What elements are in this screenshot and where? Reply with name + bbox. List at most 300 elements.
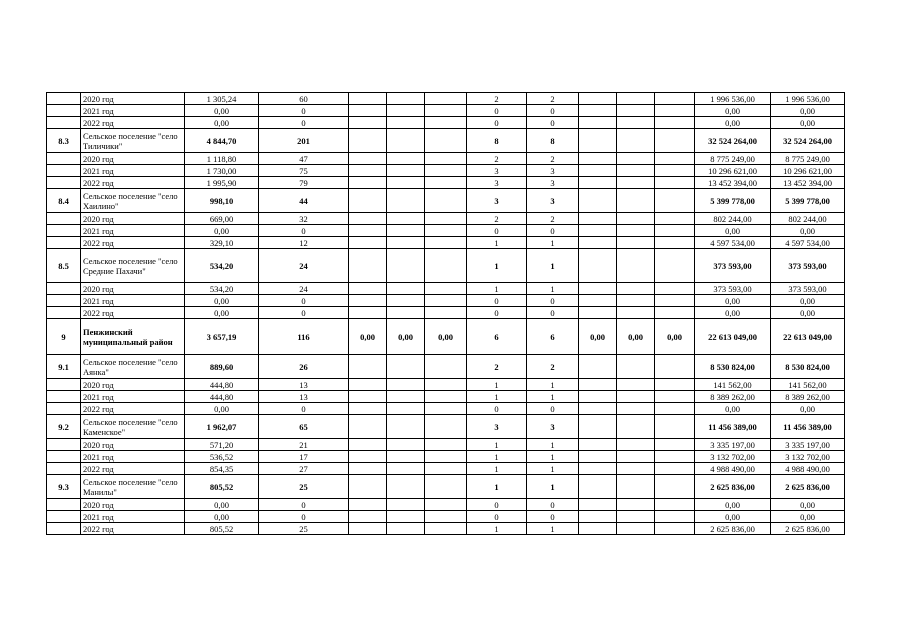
cell-col-7: [425, 225, 467, 237]
cell-col-8: 1: [467, 237, 527, 249]
cell-col-5: [349, 249, 387, 283]
cell-col-3: 534,20: [185, 249, 259, 283]
cell-col-11: [617, 105, 655, 117]
row-name: 2022 год: [81, 463, 185, 475]
cell-col-6: [387, 105, 425, 117]
cell-col-14: 0,00: [771, 105, 845, 117]
row-name: 2021 год: [81, 165, 185, 177]
cell-col-14: 3 132 702,00: [771, 451, 845, 463]
cell-col-12: [655, 475, 695, 499]
cell-col-6: [387, 177, 425, 189]
cell-col-7: [425, 283, 467, 295]
cell-col-7: [425, 93, 467, 105]
cell-col-8: 6: [467, 319, 527, 355]
table-row: [47, 153, 845, 165]
cell-col-6: [387, 249, 425, 283]
row-number: [47, 165, 81, 177]
cell-col-3: 536,52: [185, 451, 259, 463]
cell-col-9: 0: [527, 511, 579, 523]
cell-col-5: [349, 105, 387, 117]
cell-col-9: 1: [527, 475, 579, 499]
cell-col-8: 1: [467, 249, 527, 283]
cell-col-11: 0,00: [617, 319, 655, 355]
cell-col-11: [617, 355, 655, 379]
row-name: 2022 год: [81, 523, 185, 535]
cell-col-6: [387, 475, 425, 499]
cell-col-3: 0,00: [185, 307, 259, 319]
cell-col-7: [425, 249, 467, 283]
cell-col-14: 32 524 264,00: [771, 129, 845, 153]
cell-col-3: 0,00: [185, 295, 259, 307]
row-number: 9.1: [47, 355, 81, 379]
cell-col-4: 12: [259, 237, 349, 249]
cell-col-4: 116: [259, 319, 349, 355]
cell-col-4: 13: [259, 379, 349, 391]
cell-col-7: [425, 213, 467, 225]
cell-col-13: 802 244,00: [695, 213, 771, 225]
cell-col-14: 8 389 262,00: [771, 391, 845, 403]
table-row: [47, 451, 845, 463]
cell-col-3: 1 305,24: [185, 93, 259, 105]
cell-col-5: [349, 283, 387, 295]
cell-col-6: [387, 213, 425, 225]
cell-col-11: [617, 129, 655, 153]
cell-col-3: 854,35: [185, 463, 259, 475]
cell-col-6: [387, 463, 425, 475]
cell-col-14: 0,00: [771, 225, 845, 237]
cell-col-7: [425, 355, 467, 379]
cell-col-11: [617, 295, 655, 307]
cell-col-12: [655, 391, 695, 403]
row-name: 2022 год: [81, 117, 185, 129]
cell-col-5: [349, 415, 387, 439]
table-row: [47, 189, 845, 213]
row-number: [47, 451, 81, 463]
cell-col-3: 329,10: [185, 237, 259, 249]
housing-program-table: [46, 92, 845, 535]
cell-col-8: 1: [467, 283, 527, 295]
cell-col-7: [425, 129, 467, 153]
cell-col-14: 373 593,00: [771, 283, 845, 295]
cell-col-5: [349, 307, 387, 319]
cell-col-13: 141 562,00: [695, 379, 771, 391]
table-row: [47, 403, 845, 415]
cell-col-10: [579, 475, 617, 499]
cell-col-6: [387, 189, 425, 213]
cell-col-12: [655, 93, 695, 105]
cell-col-5: [349, 213, 387, 225]
cell-col-11: [617, 523, 655, 535]
cell-col-4: 0: [259, 307, 349, 319]
cell-col-8: 2: [467, 93, 527, 105]
cell-col-4: 13: [259, 391, 349, 403]
cell-col-5: [349, 439, 387, 451]
cell-col-5: [349, 129, 387, 153]
table-row: [47, 511, 845, 523]
cell-col-7: [425, 451, 467, 463]
table-row: [47, 319, 845, 355]
table-row: [47, 523, 845, 535]
cell-col-10: [579, 523, 617, 535]
cell-col-8: 1: [467, 463, 527, 475]
cell-col-14: 0,00: [771, 499, 845, 511]
cell-col-14: 8 775 249,00: [771, 153, 845, 165]
cell-col-13: 0,00: [695, 295, 771, 307]
cell-col-6: [387, 93, 425, 105]
cell-col-10: [579, 391, 617, 403]
cell-col-6: [387, 295, 425, 307]
row-name: 2020 год: [81, 379, 185, 391]
cell-col-9: 2: [527, 93, 579, 105]
cell-col-14: 2 625 836,00: [771, 475, 845, 499]
row-number: [47, 379, 81, 391]
row-name: Сельское поселение "село Манилы": [81, 475, 185, 499]
cell-col-7: [425, 307, 467, 319]
cell-col-9: 0: [527, 307, 579, 319]
row-number: [47, 391, 81, 403]
cell-col-3: 669,00: [185, 213, 259, 225]
cell-col-5: [349, 295, 387, 307]
cell-col-12: [655, 129, 695, 153]
cell-col-3: 1 118,80: [185, 153, 259, 165]
cell-col-12: [655, 451, 695, 463]
cell-col-4: 201: [259, 129, 349, 153]
cell-col-3: 889,60: [185, 355, 259, 379]
cell-col-7: [425, 165, 467, 177]
cell-col-4: 24: [259, 283, 349, 295]
row-name: 2020 год: [81, 213, 185, 225]
cell-col-13: 32 524 264,00: [695, 129, 771, 153]
cell-col-6: [387, 307, 425, 319]
cell-col-12: [655, 153, 695, 165]
cell-col-8: 0: [467, 225, 527, 237]
row-number: [47, 283, 81, 295]
cell-col-3: 805,52: [185, 523, 259, 535]
row-name: 2022 год: [81, 177, 185, 189]
cell-col-3: 1 995,90: [185, 177, 259, 189]
cell-col-6: [387, 117, 425, 129]
cell-col-4: 0: [259, 225, 349, 237]
cell-col-5: [349, 93, 387, 105]
cell-col-13: 0,00: [695, 499, 771, 511]
row-number: [47, 403, 81, 415]
cell-col-6: [387, 511, 425, 523]
cell-col-9: 1: [527, 523, 579, 535]
cell-col-13: 0,00: [695, 403, 771, 415]
row-name: Пенжинский муниципальный район: [81, 319, 185, 355]
cell-col-9: 6: [527, 319, 579, 355]
row-number: [47, 93, 81, 105]
cell-col-5: [349, 523, 387, 535]
cell-col-6: [387, 225, 425, 237]
cell-col-13: 3 335 197,00: [695, 439, 771, 451]
cell-col-13: 5 399 778,00: [695, 189, 771, 213]
row-name: 2020 год: [81, 499, 185, 511]
cell-col-9: 0: [527, 105, 579, 117]
cell-col-5: [349, 189, 387, 213]
cell-col-9: 3: [527, 165, 579, 177]
cell-col-4: 26: [259, 355, 349, 379]
cell-col-9: 1: [527, 439, 579, 451]
table-row: [47, 177, 845, 189]
table-row: [47, 439, 845, 451]
cell-col-3: 444,80: [185, 391, 259, 403]
cell-col-6: [387, 379, 425, 391]
row-number: [47, 153, 81, 165]
cell-col-13: 2 625 836,00: [695, 523, 771, 535]
cell-col-5: [349, 225, 387, 237]
row-name: 2022 год: [81, 237, 185, 249]
row-name: 2021 год: [81, 391, 185, 403]
row-name: 2020 год: [81, 153, 185, 165]
cell-col-5: [349, 499, 387, 511]
cell-col-14: 10 296 621,00: [771, 165, 845, 177]
cell-col-10: [579, 415, 617, 439]
cell-col-11: [617, 237, 655, 249]
row-number: [47, 499, 81, 511]
cell-col-8: 0: [467, 511, 527, 523]
cell-col-12: [655, 105, 695, 117]
row-number: 8.3: [47, 129, 81, 153]
cell-col-8: 1: [467, 379, 527, 391]
cell-col-11: [617, 451, 655, 463]
cell-col-14: 3 335 197,00: [771, 439, 845, 451]
cell-col-12: [655, 117, 695, 129]
cell-col-4: 0: [259, 403, 349, 415]
row-number: [47, 295, 81, 307]
cell-col-8: 3: [467, 165, 527, 177]
cell-col-6: 0,00: [387, 319, 425, 355]
cell-col-8: 3: [467, 415, 527, 439]
cell-col-3: 0,00: [185, 105, 259, 117]
cell-col-4: 17: [259, 451, 349, 463]
cell-col-12: [655, 307, 695, 319]
cell-col-9: 0: [527, 225, 579, 237]
cell-col-12: [655, 511, 695, 523]
cell-col-7: [425, 105, 467, 117]
cell-col-4: 32: [259, 213, 349, 225]
row-name: 2022 год: [81, 307, 185, 319]
row-number: [47, 213, 81, 225]
cell-col-9: 2: [527, 213, 579, 225]
cell-col-8: 1: [467, 451, 527, 463]
cell-col-6: [387, 415, 425, 439]
cell-col-7: [425, 391, 467, 403]
cell-col-3: 1 962,07: [185, 415, 259, 439]
cell-col-11: [617, 225, 655, 237]
cell-col-14: 11 456 389,00: [771, 415, 845, 439]
cell-col-5: [349, 153, 387, 165]
cell-col-9: 2: [527, 153, 579, 165]
cell-col-8: 2: [467, 355, 527, 379]
cell-col-6: [387, 391, 425, 403]
cell-col-6: [387, 403, 425, 415]
cell-col-4: 21: [259, 439, 349, 451]
cell-col-11: [617, 307, 655, 319]
cell-col-8: 3: [467, 177, 527, 189]
cell-col-3: 4 844,70: [185, 129, 259, 153]
cell-col-5: [349, 165, 387, 177]
cell-col-10: [579, 189, 617, 213]
cell-col-12: [655, 523, 695, 535]
row-number: [47, 439, 81, 451]
row-name: Сельское поселение "село Средние Пахачи": [81, 249, 185, 283]
cell-col-10: [579, 463, 617, 475]
cell-col-11: [617, 189, 655, 213]
cell-col-3: 0,00: [185, 499, 259, 511]
table-row: [47, 307, 845, 319]
cell-col-4: 44: [259, 189, 349, 213]
cell-col-12: [655, 415, 695, 439]
cell-col-9: 1: [527, 283, 579, 295]
cell-col-9: 0: [527, 403, 579, 415]
cell-col-14: 22 613 049,00: [771, 319, 845, 355]
cell-col-6: [387, 439, 425, 451]
cell-col-3: 3 657,19: [185, 319, 259, 355]
cell-col-3: 998,10: [185, 189, 259, 213]
cell-col-5: [349, 117, 387, 129]
cell-col-11: [617, 213, 655, 225]
table-row: [47, 165, 845, 177]
cell-col-14: 2 625 836,00: [771, 523, 845, 535]
cell-col-10: [579, 355, 617, 379]
cell-col-11: [617, 475, 655, 499]
cell-col-9: 3: [527, 189, 579, 213]
cell-col-13: 1 996 536,00: [695, 93, 771, 105]
row-number: [47, 523, 81, 535]
table-row: [47, 355, 845, 379]
cell-col-8: 2: [467, 213, 527, 225]
row-name: 2020 год: [81, 439, 185, 451]
cell-col-10: [579, 117, 617, 129]
cell-col-4: 0: [259, 117, 349, 129]
cell-col-3: 805,52: [185, 475, 259, 499]
cell-col-10: [579, 177, 617, 189]
cell-col-7: [425, 403, 467, 415]
row-name: Сельское поселение "село Аянка": [81, 355, 185, 379]
cell-col-13: 22 613 049,00: [695, 319, 771, 355]
cell-col-7: [425, 189, 467, 213]
cell-col-8: 1: [467, 475, 527, 499]
cell-col-3: 0,00: [185, 403, 259, 415]
cell-col-7: [425, 499, 467, 511]
table-row: [47, 249, 845, 283]
cell-col-12: [655, 355, 695, 379]
cell-col-4: 25: [259, 475, 349, 499]
cell-col-12: [655, 463, 695, 475]
cell-col-13: 0,00: [695, 225, 771, 237]
row-number: 8.4: [47, 189, 81, 213]
cell-col-7: [425, 475, 467, 499]
cell-col-5: [349, 403, 387, 415]
cell-col-13: 8 775 249,00: [695, 153, 771, 165]
cell-col-9: 1: [527, 391, 579, 403]
row-number: 9.2: [47, 415, 81, 439]
cell-col-3: 0,00: [185, 511, 259, 523]
cell-col-4: 24: [259, 249, 349, 283]
cell-col-5: [349, 237, 387, 249]
cell-col-8: 0: [467, 307, 527, 319]
cell-col-10: [579, 249, 617, 283]
cell-col-11: [617, 177, 655, 189]
cell-col-3: 534,20: [185, 283, 259, 295]
cell-col-8: 0: [467, 105, 527, 117]
cell-col-14: 802 244,00: [771, 213, 845, 225]
cell-col-8: 1: [467, 391, 527, 403]
cell-col-11: [617, 439, 655, 451]
row-name: 2021 год: [81, 225, 185, 237]
cell-col-7: [425, 439, 467, 451]
cell-col-13: 373 593,00: [695, 249, 771, 283]
cell-col-12: [655, 225, 695, 237]
row-name: 2020 год: [81, 93, 185, 105]
cell-col-14: 0,00: [771, 117, 845, 129]
row-number: [47, 225, 81, 237]
cell-col-13: 0,00: [695, 307, 771, 319]
cell-col-11: [617, 117, 655, 129]
cell-col-5: [349, 177, 387, 189]
row-name: 2021 год: [81, 105, 185, 117]
cell-col-9: 3: [527, 177, 579, 189]
row-name: 2021 год: [81, 511, 185, 523]
row-name: 2022 год: [81, 403, 185, 415]
cell-col-14: 0,00: [771, 307, 845, 319]
cell-col-12: [655, 213, 695, 225]
cell-col-11: [617, 403, 655, 415]
cell-col-11: [617, 283, 655, 295]
table-row: [47, 475, 845, 499]
cell-col-4: 60: [259, 93, 349, 105]
cell-col-12: [655, 237, 695, 249]
cell-col-4: 0: [259, 511, 349, 523]
cell-col-11: [617, 499, 655, 511]
cell-col-12: [655, 249, 695, 283]
cell-col-13: 8 530 824,00: [695, 355, 771, 379]
cell-col-13: 0,00: [695, 511, 771, 523]
cell-col-8: 0: [467, 403, 527, 415]
cell-col-11: [617, 463, 655, 475]
cell-col-13: 373 593,00: [695, 283, 771, 295]
cell-col-5: [349, 379, 387, 391]
cell-col-8: 8: [467, 129, 527, 153]
row-name: Сельское поселение "село Тиличики": [81, 129, 185, 153]
cell-col-7: [425, 153, 467, 165]
cell-col-7: [425, 295, 467, 307]
cell-col-14: 5 399 778,00: [771, 189, 845, 213]
cell-col-4: 65: [259, 415, 349, 439]
cell-col-7: [425, 237, 467, 249]
cell-col-14: 4 597 534,00: [771, 237, 845, 249]
row-name: Сельское поселение "село Хаилино": [81, 189, 185, 213]
cell-col-11: [617, 511, 655, 523]
cell-col-6: [387, 499, 425, 511]
cell-col-10: 0,00: [579, 319, 617, 355]
cell-col-10: [579, 307, 617, 319]
cell-col-11: [617, 379, 655, 391]
table-body: [47, 93, 845, 535]
cell-col-14: 13 452 394,00: [771, 177, 845, 189]
row-number: 9.3: [47, 475, 81, 499]
row-number: [47, 117, 81, 129]
cell-col-10: [579, 511, 617, 523]
cell-col-10: [579, 153, 617, 165]
cell-col-10: [579, 93, 617, 105]
table-row: [47, 225, 845, 237]
cell-col-9: 3: [527, 415, 579, 439]
cell-col-6: [387, 237, 425, 249]
cell-col-7: [425, 117, 467, 129]
cell-col-3: 1 730,00: [185, 165, 259, 177]
